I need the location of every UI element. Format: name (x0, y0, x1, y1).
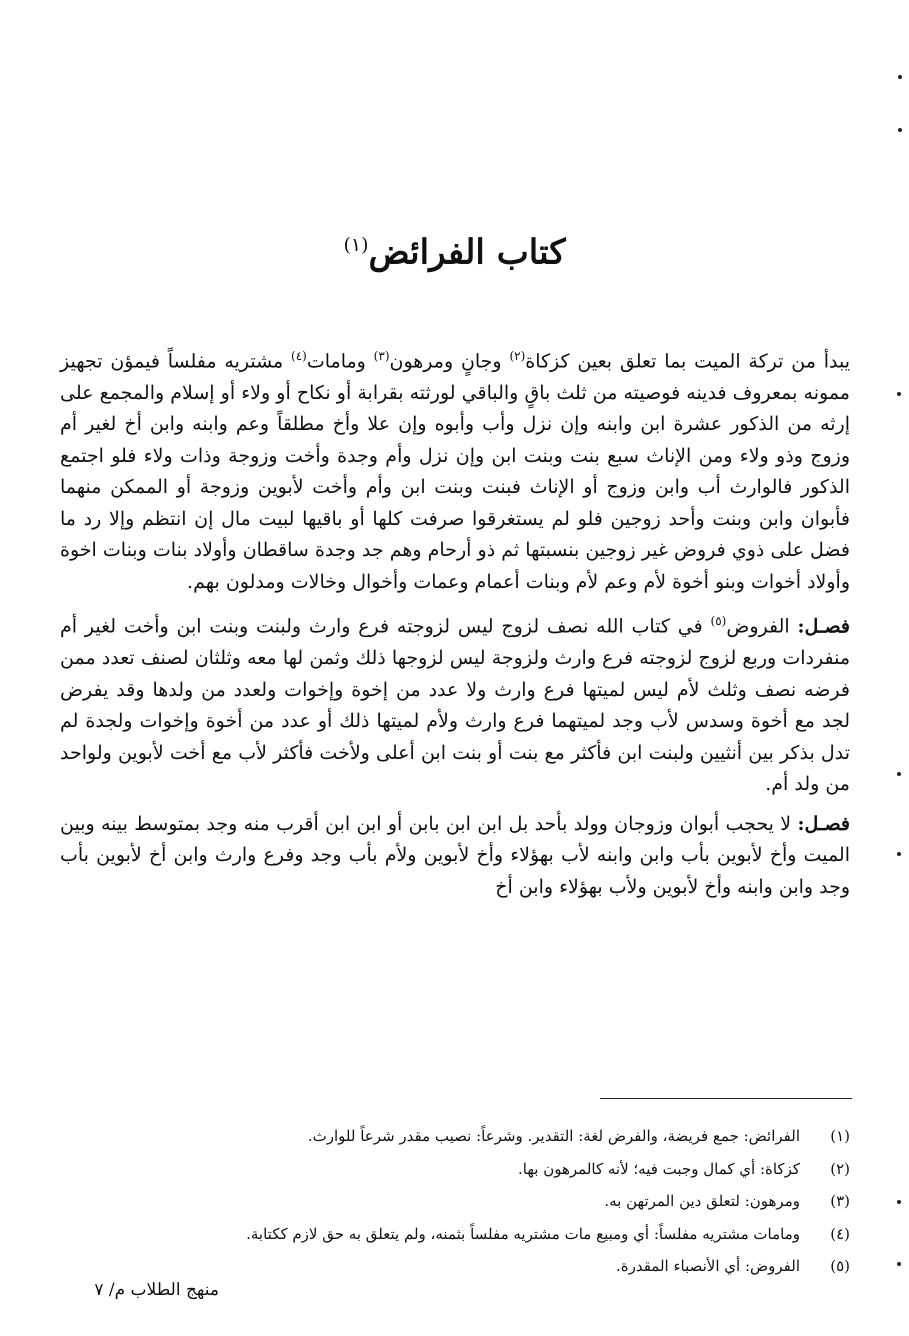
paragraph-intro-text: يبدأ من تركة الميت بما تعلق بعين كزكاة (525, 350, 850, 373)
paragraph-furud-text: الفروض (726, 615, 798, 638)
paragraph-intro-text: ومامات (306, 350, 374, 373)
paragraph-intro-text: مشتريه مفلساً فيمؤن تجهيز ممونه بمعروف فدينه فوصيته من ثلث باقٍ والباقي لورثته بقرابة أو نكاح أو ولاء أو إسلام والمجمع على إرثه من الذكور عشرة ابن وابنه وإن نزل وأب وأبوه وإن علا وأخ مطلقاً وعم وابنه وابن أخ لغير أم وزوج وذو ولاء ومن الإناث سبع بنت وبنت ابن وإن نزل وأم وجدة وأخت وزوجة وذات ولاء فلو اجتمع الذكور فالوارث أب وابن وزوج أو الإناث فبنت وبنت ابن وأم وأخت لأبوين وزوجة أو الممكن منهما فأبوان وابن وبنت وأحد زوجين فلو لم يستغرقوا صرفت كلها أو باقيها لبيت مال إن انتظم وإلا رد ما فضل على ذوي فروض غير زوجين بنسبتها ثم ذو أرحام وهم جد وجدة ساقطان وأولاد بنات وبنات اخوة وأولاد أخوات وبنو أخوة لأم وعم لأم وبنات أعمام وعمات وأخوال وخالات ومدلون بهم. (60, 350, 850, 593)
paragraph-furud-text: في كتاب الله نصف لزوج ليس لزوجته فرع وارث ولبنت وبنت ابن وأخت لغير أم منفردات وربع لزوج لزوجته فرع وارث ولزوجة ليس لزوجها ذلك وثمن لها معه وثلثان لصنف تعدد ممن فرضه نصف وثلث لأم ليس لميتها فرع وارث ولا عدد من إخوة وإخوات ولعدد من ولدها وقد يفرض لجد مع أخوة وسدس لأب وجد لميتهما فرع وارث ولأم لميتها ذلك أو عدد من أخوة وإخوات ولجدة لم تدل بذكر بين أنثيين ولبنت ابن فأكثر مع بنت أو بنت ابن أعلى ولأخت فأكثر لأب مع أخت لأبوين ولواحد من ولد أم. (60, 615, 850, 796)
chapter-title-footnote-ref: (١) (343, 234, 369, 256)
margin-dot (897, 1200, 901, 1204)
footnote-ref: (٢) (509, 349, 526, 363)
footnote-ref: (٣) (373, 349, 390, 363)
footnote-ref: (٥) (710, 614, 727, 629)
paragraph-intro (60, 341, 850, 598)
chapter-title-text: كتاب الفرائض (368, 232, 566, 273)
footnote-item (150, 1185, 850, 1218)
footnote-number: (٤) (830, 1224, 850, 1243)
margin-dot (898, 75, 902, 79)
footnote-text: ومامات مشتريه مفلساً: أي ومبيع مات مشتريه مفلساً بثمنه، ولم يتعلق به حق لازم ككتابة. (246, 1224, 800, 1243)
paragraph-intro-text: وجانٍ ومرهون (389, 350, 510, 373)
footnote-number: (١) (830, 1127, 850, 1145)
footnote-item (150, 1153, 850, 1186)
footnote-item (150, 1218, 850, 1251)
footnote-text: ومرهون: لتعلق دين المرتهن به. (604, 1192, 800, 1210)
margin-dot (897, 852, 901, 856)
margin-dot (897, 392, 901, 396)
footnote-item (150, 1250, 850, 1283)
margin-dot (897, 1262, 901, 1266)
body-text (60, 341, 850, 903)
paragraph-hajb-text: لا يحجب أبوان وزوجان وولد بأحد بل ابن ابن بابن أو ابن ابن أقرب منه وجد بمتوسط بينه وبين الميت وأخ لأبوين بأب وابن وابنه لأب بهؤلاء وأخ لأبوين ولأم بأب وجد وفرع وارث وابن أخ لأبوين بأب وجد وابن وابنه وأخ لأبوين ولأب بهؤلاء وابن أخ (60, 812, 850, 898)
footnote-number: (٥) (830, 1257, 850, 1275)
footnote-number: (٢) (830, 1159, 850, 1178)
paragraph-gap (60, 801, 850, 809)
section-label: فصـل: (797, 615, 850, 638)
footnotes (150, 1120, 850, 1283)
margin-dot (898, 128, 902, 132)
footnote-text: كزكاة: أي كمال وجبت فيه؛ لأنه كالمرهون بها. (518, 1159, 800, 1178)
footnote-ref: (٤) (291, 349, 307, 363)
chapter-title (0, 215, 909, 282)
paragraph-gap (60, 598, 850, 606)
page-footer: منهج الطلاب م/ ٧ (94, 1280, 219, 1300)
paragraph-hajb (60, 809, 850, 904)
footnote-separator (600, 1098, 852, 1099)
footnote-number: (٣) (830, 1192, 850, 1210)
section-label: فصـل: (797, 812, 850, 835)
footnote-item (150, 1120, 850, 1153)
footnote-text: الفروض: أي الأنصباء المقدرة. (615, 1257, 800, 1275)
paragraph-furud (60, 606, 850, 800)
margin-dot (897, 772, 901, 776)
footnote-text: الفرائض: جمع فريضة، والفرض لغة: التقدير. وشرعاً: نصيب مقدر شرعاً للوارث. (307, 1127, 800, 1145)
